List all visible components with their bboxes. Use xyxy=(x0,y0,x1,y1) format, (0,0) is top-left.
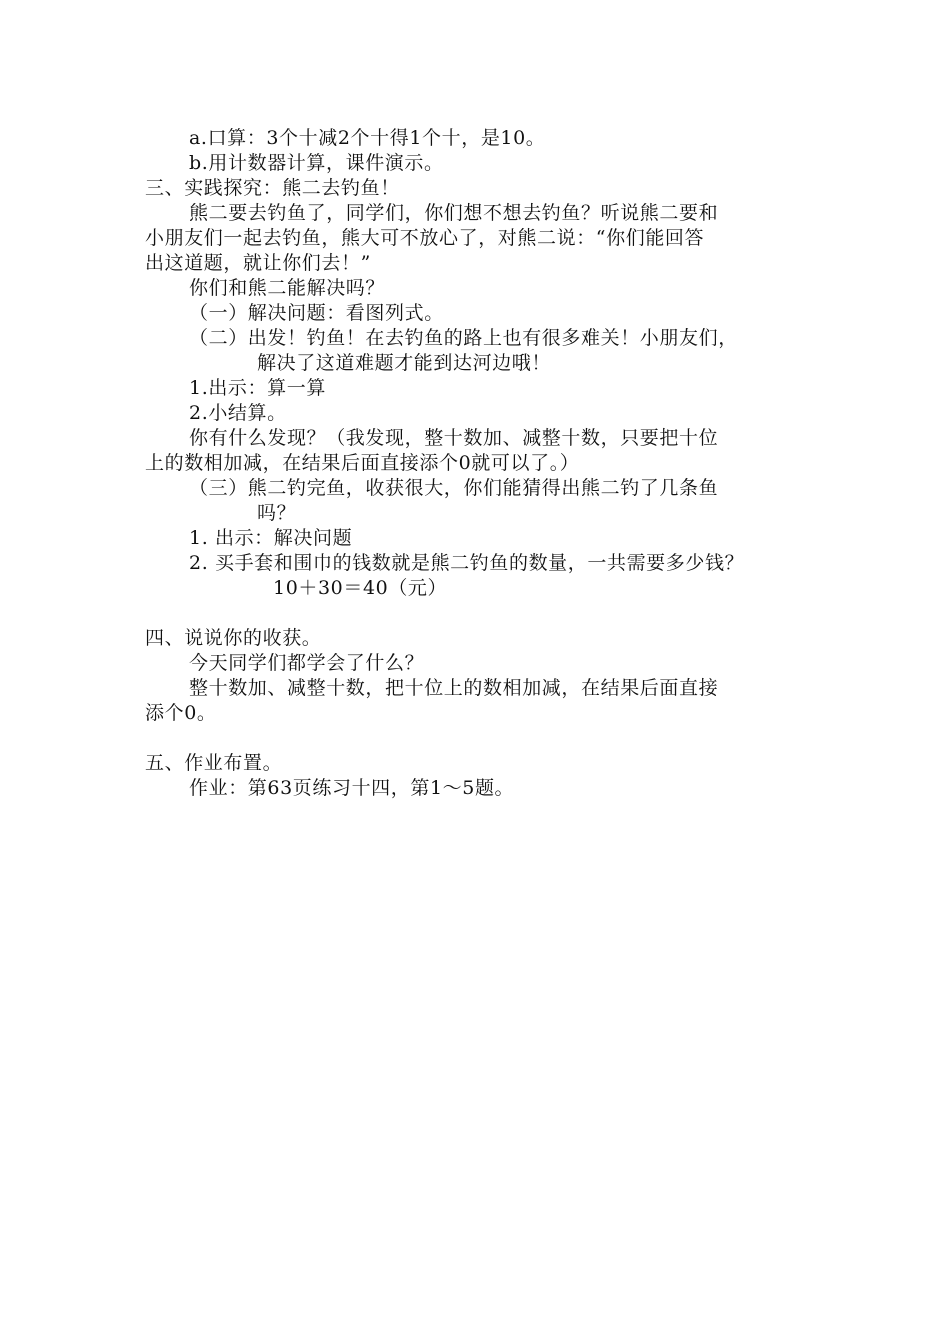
text-line: 添个0。 xyxy=(145,702,217,724)
text-line: a.口算：3个十减2个十得1个十，是10。 xyxy=(189,127,546,149)
text-line: 2. 买手套和围巾的钱数就是熊二钓鱼的数量，一共需要多少钱？ xyxy=(189,552,745,574)
text-line: 吗？ xyxy=(257,502,297,524)
text-line: （二）出发！钓鱼！在去钓鱼的路上也有很多难关！小朋友们， xyxy=(189,327,738,349)
section-heading: 三、实践探究：熊二去钓鱼！ xyxy=(145,177,400,199)
equation-line: 10＋30＝40（元） xyxy=(273,577,448,599)
text-line: 解决了这道难题才能到达河边哦！ xyxy=(257,352,552,374)
text-line: 今天同学们都学会了什么？ xyxy=(189,652,425,674)
text-line: 2.小结算。 xyxy=(189,402,287,424)
text-line: 你有什么发现？（我发现，整十数加、减整十数，只要把十位 xyxy=(189,427,719,449)
text-line: 小朋友们一起去钓鱼，熊大可不放心了，对熊二说：“你们能回答 xyxy=(145,227,705,249)
text-line: （一）解决问题：看图列式。 xyxy=(189,302,444,324)
section-heading: 四、说说你的收获。 xyxy=(145,627,322,649)
text-line: b.用计数器计算，课件演示。 xyxy=(189,152,444,174)
text-line: 作业：第63页练习十四，第1～5题。 xyxy=(189,777,515,799)
text-line: 出这道题，就让你们去！” xyxy=(145,252,371,274)
text-line: 1.出示：算一算 xyxy=(189,377,326,399)
section-heading: 五、作业布置。 xyxy=(145,752,283,774)
text-line: 你们和熊二能解决吗？ xyxy=(189,277,386,299)
text-line: 整十数加、减整十数，把十位上的数相加减，在结果后面直接 xyxy=(189,677,719,699)
text-line: （三）熊二钓完鱼，收获很大，你们能猜得出熊二钓了几条鱼 xyxy=(189,477,719,499)
text-line: 熊二要去钓鱼了，同学们，你们想不想去钓鱼？听说熊二要和 xyxy=(189,202,719,224)
text-line: 1. 出示：解决问题 xyxy=(189,527,353,549)
text-line: 上的数相加减，在结果后面直接添个0就可以了。） xyxy=(145,452,580,474)
